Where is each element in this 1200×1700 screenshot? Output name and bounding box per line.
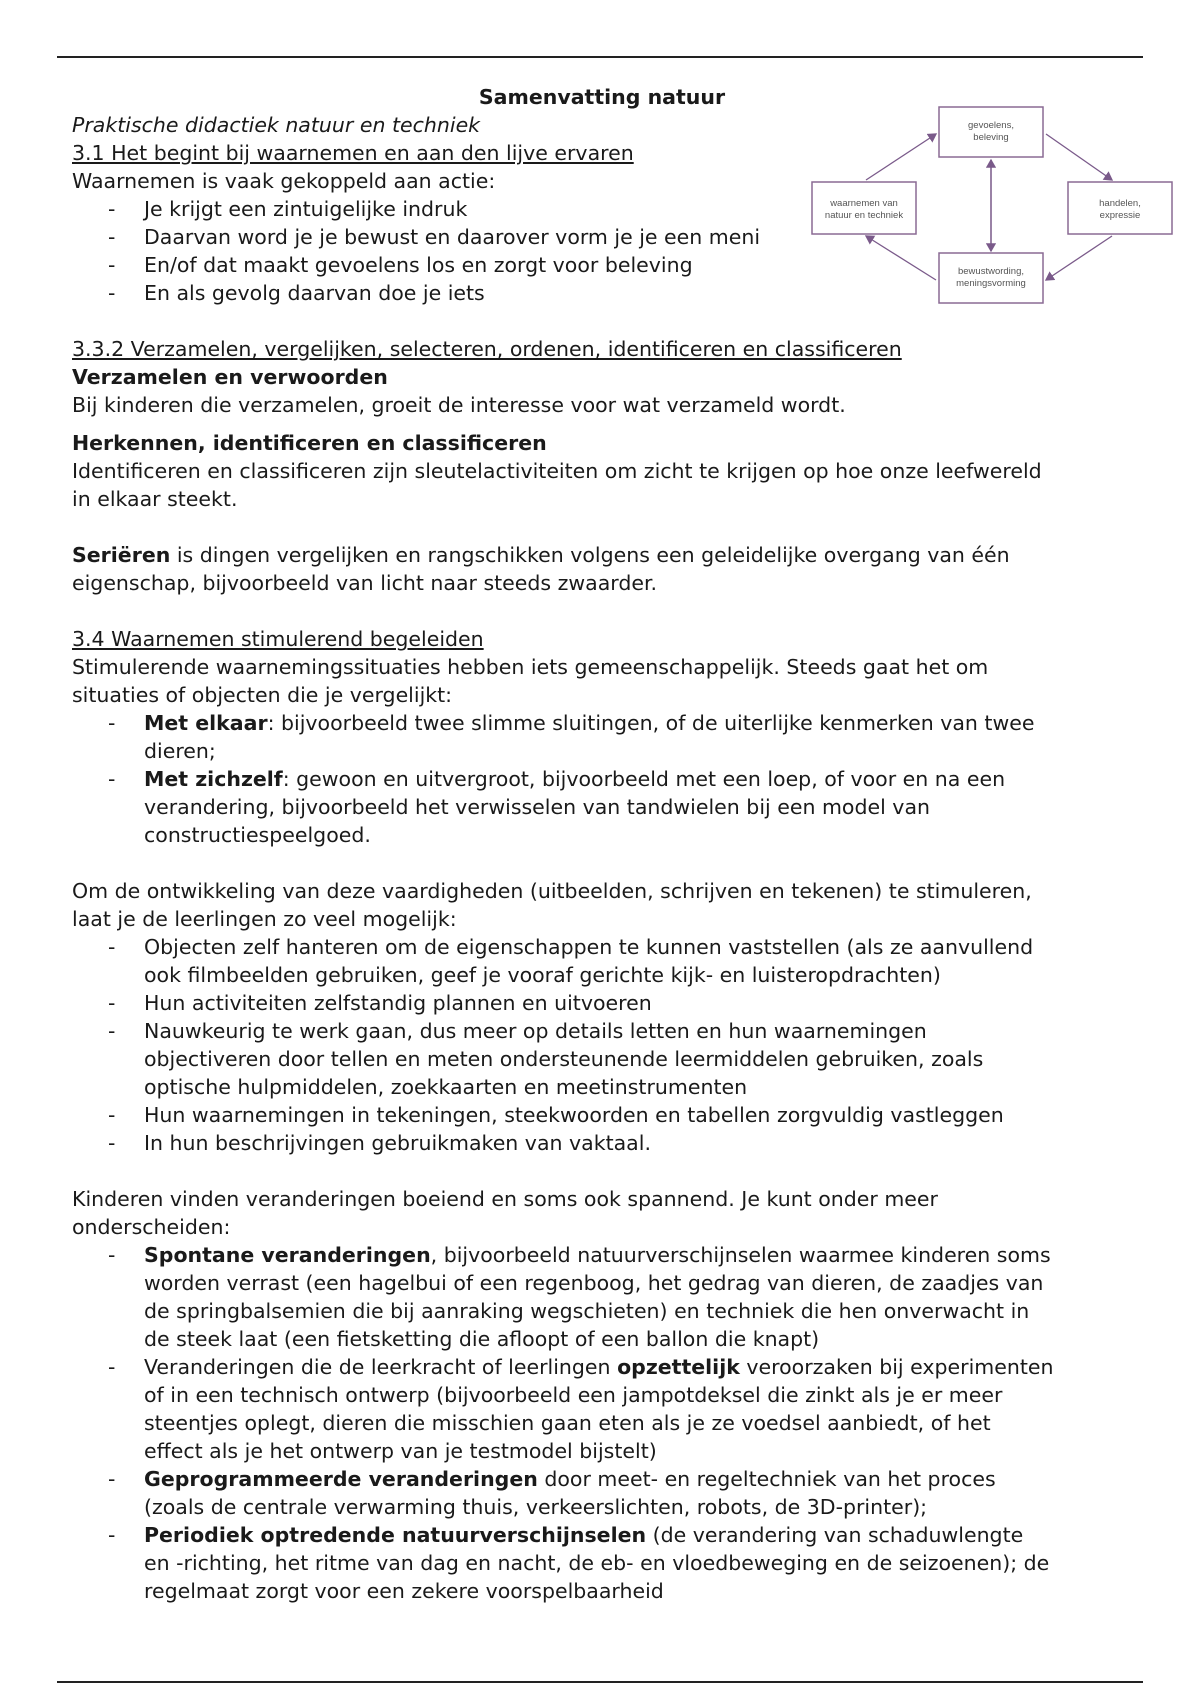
paragraph-veranderingen-line1: Kinderen vinden veranderingen boeiend en soms ook spannend. Je kunt onder meer bbox=[72, 1187, 938, 1211]
section-3-4-heading: 3.4 Waarnemen stimulerend begeleiden bbox=[72, 627, 484, 651]
document-title: Samenvatting natuur bbox=[478, 85, 726, 109]
list-item: - Hun activiteiten zelfstandig plannen en uitvoeren bbox=[72, 989, 1132, 1017]
list-item: - En als gevolg daarvan doe je iets bbox=[72, 279, 1132, 307]
subheading-herkennen: Herkennen, identificeren en classificeren bbox=[72, 431, 547, 455]
section-3-1-intro: Waarnemen is vaak gekoppeld aan actie: bbox=[72, 169, 496, 193]
list-item: - Veranderingen die de leerkracht of leerlingen opzettelijk veroorzaken bij experimenten of in een technisch ontwerp (bijvoorbeeld een jampotdeksel die zinkt als je er meer steentjes oplegt, dieren die misschien gaan eten als je ze voedsel aanbiedt, of het effect als je het ontwerp van je testmodel bijstelt) bbox=[72, 1353, 1132, 1465]
diagram-top-line1: gevoelens, bbox=[968, 120, 1014, 131]
paragraph-veranderingen-line2: onderscheiden: bbox=[72, 1215, 231, 1239]
diagram-bottom-line1: bewustwording, bbox=[957, 266, 1025, 277]
diagram-top-line2: beleving bbox=[973, 132, 1009, 143]
bottom-rule bbox=[57, 1681, 1143, 1683]
skills-list bbox=[72, 933, 1132, 1157]
subheading-verzamelen: Verzamelen en verwoorden bbox=[72, 365, 388, 389]
list-item: - Met zichzelf: gewoon en uitvergroot, bijvoorbeeld met een loep, of voor en na een verandering, bijvoorbeeld het verwisselen van tandwielen bij een model van constructiespeelgoed. bbox=[72, 765, 1132, 849]
paragraph-verzamelen: Bij kinderen die verzamelen, groeit de interesse voor wat verzameld wordt. bbox=[72, 393, 846, 417]
document-subtitle: Praktische didactiek natuur en techniek bbox=[72, 113, 481, 137]
section-3-4-intro-line2: situaties of objecten die je vergelijkt: bbox=[72, 683, 453, 707]
list-item: - Nauwkeurig te werk gaan, dus meer op details letten en hun waarnemingen objectiveren door tellen en meten ondersteunende leermiddelen gebruiken, zoals optische hulpmiddelen, zoekkaarten en meetinstrumenten bbox=[72, 1017, 1132, 1101]
list-item: - In hun beschrijvingen gebruikmaken van vaktaal. bbox=[72, 1129, 1132, 1157]
list-item: - En/of dat maakt gevoelens los en zorgt voor beleving bbox=[72, 251, 1132, 279]
changes-list bbox=[72, 1241, 1132, 1605]
section-3-1-heading: 3.1 Het begint bij waarnemen en aan den lijve ervaren bbox=[72, 141, 634, 165]
section-3-3-2-heading: 3.3.2 Verzamelen, vergelijken, selecteren, ordenen, identificeren en classificeren bbox=[72, 337, 902, 361]
section-3-1-list bbox=[72, 195, 1132, 307]
paragraph-identificeren-line1: Identificeren en classificeren zijn sleutelactiviteiten om zicht te krijgen op hoe onze leefwereld bbox=[72, 459, 1042, 483]
list-item: - Periodiek optredende natuurverschijnselen (de verandering van schaduwlengte en -richting, het ritme van dag en nacht, de eb- en vloedbeweging en de seizoenen); de regelmaat zorgt voor een zekere voorspelbaarheid bbox=[72, 1521, 1132, 1605]
term-serieren: Seriëren bbox=[72, 543, 171, 567]
list-item: - Met elkaar: bijvoorbeeld twee slimme sluitingen, of de uiterlijke kenmerken van twee dieren; bbox=[72, 709, 1132, 765]
paragraph-serieren-line2: eigenschap, bijvoorbeeld van licht naar steeds zwaarder. bbox=[72, 571, 658, 595]
paragraph-serieren-line1: Seriëren is dingen vergelijken en rangschikken volgens een geleidelijke overgang van één bbox=[72, 543, 1010, 567]
list-item: - Geprogrammeerde veranderingen door meet- en regeltechniek van het proces (zoals de centrale verwarming thuis, verkeerslichten, robots, de 3D-printer); bbox=[72, 1465, 1132, 1521]
document-body bbox=[72, 83, 1132, 1605]
paragraph-vaardigheden-line2: laat je de leerlingen zo veel mogelijk: bbox=[72, 907, 457, 931]
list-item: - Objecten zelf hanteren om de eigenschappen te kunnen vaststellen (als ze aanvullend ook filmbeelden gebruiken, geef je vooraf gerichte kijk- en luisteropdrachten) bbox=[72, 933, 1132, 989]
diagram-right-line2: expressie bbox=[1099, 210, 1141, 221]
list-item: - Daarvan word je je bewust en daarover vorm je je een meni bbox=[72, 223, 1132, 251]
list-item: - Je krijgt een zintuigelijke indruk bbox=[72, 195, 1132, 223]
section-3-4-intro-line1: Stimulerende waarnemingssituaties hebben iets gemeenschappelijk. Steeds gaat het om bbox=[72, 655, 989, 679]
top-rule bbox=[57, 56, 1143, 58]
list-item: - Spontane veranderingen, bijvoorbeeld natuurverschijnselen waarmee kinderen soms worden verrast (een hagelbui of een regenboog, het gedrag van dieren, de zaadjes van de springbalsemien die bij aanraking wegschieten) en techniek die hen onverwacht in de steek laat (een fietsketting die afloopt of een ballon die knapt) bbox=[72, 1241, 1132, 1353]
diagram-right-line1: handelen, bbox=[1099, 198, 1141, 209]
diagram-bottom-line2: meningsvorming bbox=[956, 278, 1026, 289]
diagram-left-line1: waarnemen van bbox=[830, 198, 898, 209]
paragraph-vaardigheden-line1: Om de ontwikkeling van deze vaardigheden (uitbeelden, schrijven en tekenen) te stimuleren, bbox=[72, 879, 1032, 903]
comparison-list bbox=[72, 709, 1132, 849]
paragraph-identificeren-line2: in elkaar steekt. bbox=[72, 487, 238, 511]
diagram-left-line2: natuur en techniek bbox=[824, 210, 904, 221]
list-item: - Hun waarnemingen in tekeningen, steekwoorden en tabellen zorgvuldig vastleggen bbox=[72, 1101, 1132, 1129]
